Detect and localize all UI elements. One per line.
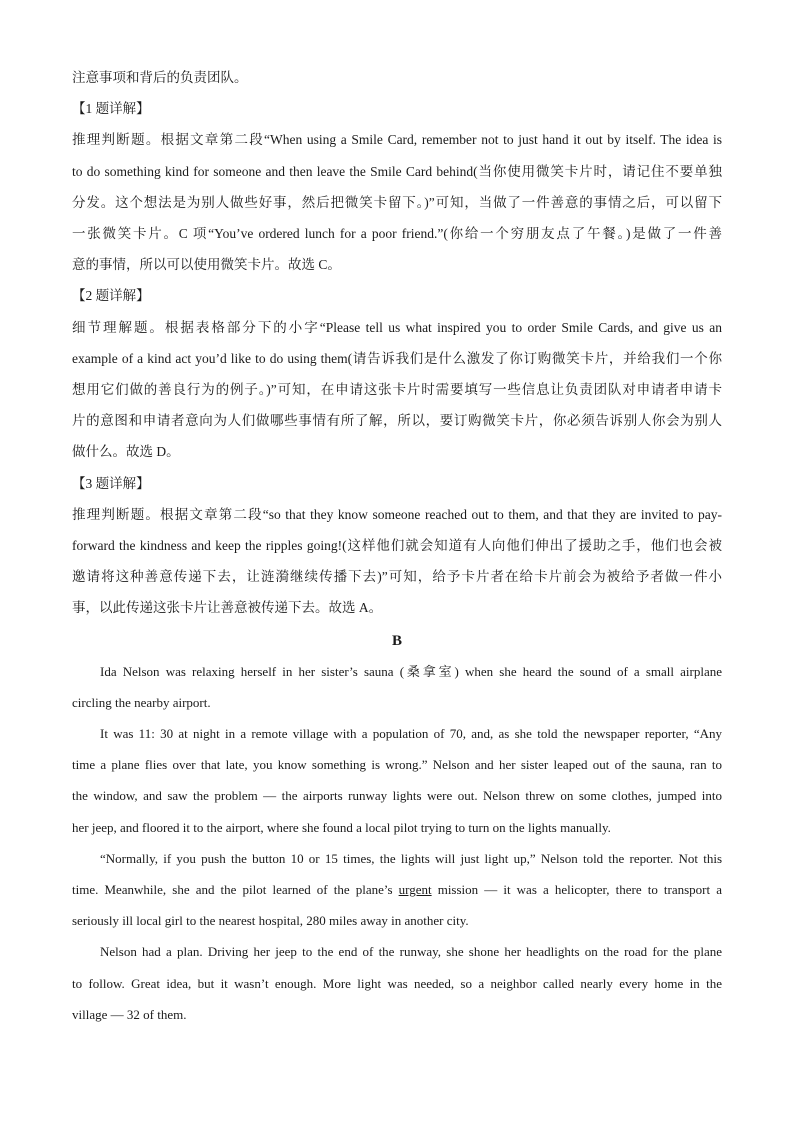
- q3-heading: 【3 题详解】: [72, 475, 150, 491]
- passage-line: time a plane flies over that late, you know something is wrong.” Nelson and her sister leaped out of the sauna, ran to: [72, 757, 722, 773]
- passage-line: village — 32 of them.: [72, 1006, 187, 1022]
- q1-line: to do something kind for someone and then leave the Smile Card behind(当你使用微笑卡片时，请记住不要单独: [72, 163, 722, 179]
- q1-line: 意的事情，所以可以使用微笑卡片。故选 C。: [72, 257, 341, 273]
- passage-line: seriously ill local girl to the nearest hospital, 280 miles away in another city.: [72, 913, 469, 929]
- q2-line: 想用它们做的善良行为的例子。)”可知，在申请这张卡片时需要填写一些信息让负责团队对申请者申请卡: [72, 382, 722, 398]
- passage-text: mission — it was a helicopter, there to transport a: [431, 882, 722, 898]
- passage-line: her jeep, and floored it to the airport, where she found a local pilot trying to turn on the lights manually.: [72, 819, 611, 835]
- passage-line: Ida Nelson was relaxing herself in her sister’s sauna (桑拿室) when she heard the sound of a small airplane: [100, 663, 722, 679]
- q2-line: 片的意图和申请者意向为人们做哪些事情有所了解，所以，要订购微笑卡片，你必须告诉别人你会为别人: [72, 413, 722, 429]
- q2-line: 做什么。故选 D。: [72, 444, 180, 460]
- q1-line: 推理判断题。根据文章第二段“When using a Smile Card, remember not to just hand it out by itself. The idea is: [72, 132, 722, 148]
- passage-line: to follow. Great idea, but it wasn’t enough. More light was needed, so a neighbor called nearly every home in the: [72, 975, 722, 991]
- passage-line: [72, 874, 722, 905]
- passage-line: circling the nearby airport.: [72, 694, 211, 710]
- passage-line: “Normally, if you push the button 10 or 15 times, the lights will just light up,” Nelson told the reporter. Not this: [100, 850, 722, 866]
- passage-text: time. Meanwhile, she and the pilot learned of the plane’s: [72, 882, 399, 898]
- q1-line: 分发。这个想法是为别人做些好事，然后把微笑卡留下。)”可知，当做了一件善意的事情之后，可以留下: [72, 194, 722, 210]
- q2-heading: 【2 题详解】: [72, 288, 150, 304]
- q3-line: 推理判断题。根据文章第二段“so that they know someone reached out to them, and that they are invited to pay-: [72, 506, 722, 522]
- underlined-word: urgent: [398, 882, 432, 898]
- q3-line: 邀请将这种善意传递下去，让涟漪继续传播下去)”可知，给予卡片者在给卡片前会为被给予者做一件小: [72, 569, 722, 585]
- passage-line: the window, and saw the problem — the airports runway lights were out. Nelson threw on some clothes, jumped into: [72, 788, 722, 804]
- passage-title: B: [391, 632, 402, 649]
- q2-line: example of a kind act you’d like to do using them(请告诉我们是什么激发了你订购微笑卡片，并给我们一个你: [72, 350, 722, 366]
- q3-line: forward the kindness and keep the ripples going!(这样他们就会知道有人向他们伸出了援助之手，他们也会被: [72, 538, 722, 554]
- document-page: [72, 62, 722, 1030]
- intro-tail: 注意事项和背后的负责团队。: [72, 70, 248, 85]
- passage-line: Nelson had a plan. Driving her jeep to the end of the runway, she shone her headlights on the road for the plane: [100, 944, 722, 960]
- q3-line: 事，以此传递这张卡片让善意被传递下去。故选 A。: [72, 600, 383, 616]
- q1-heading: 【1 题详解】: [72, 101, 150, 117]
- q2-line: 细节理解题。根据表格部分下的小字“Please tell us what inspired you to order Smile Cards, and give us an: [72, 319, 722, 335]
- passage-line: It was 11: 30 at night in a remote village with a population of 70, and, as she told the newspaper reporter, “Any: [100, 726, 722, 742]
- q1-line: 一张微笑卡片。C 项“You’ve ordered lunch for a poor friend.”(你给一个穷朋友点了午餐。)是做了一件善: [72, 226, 722, 242]
